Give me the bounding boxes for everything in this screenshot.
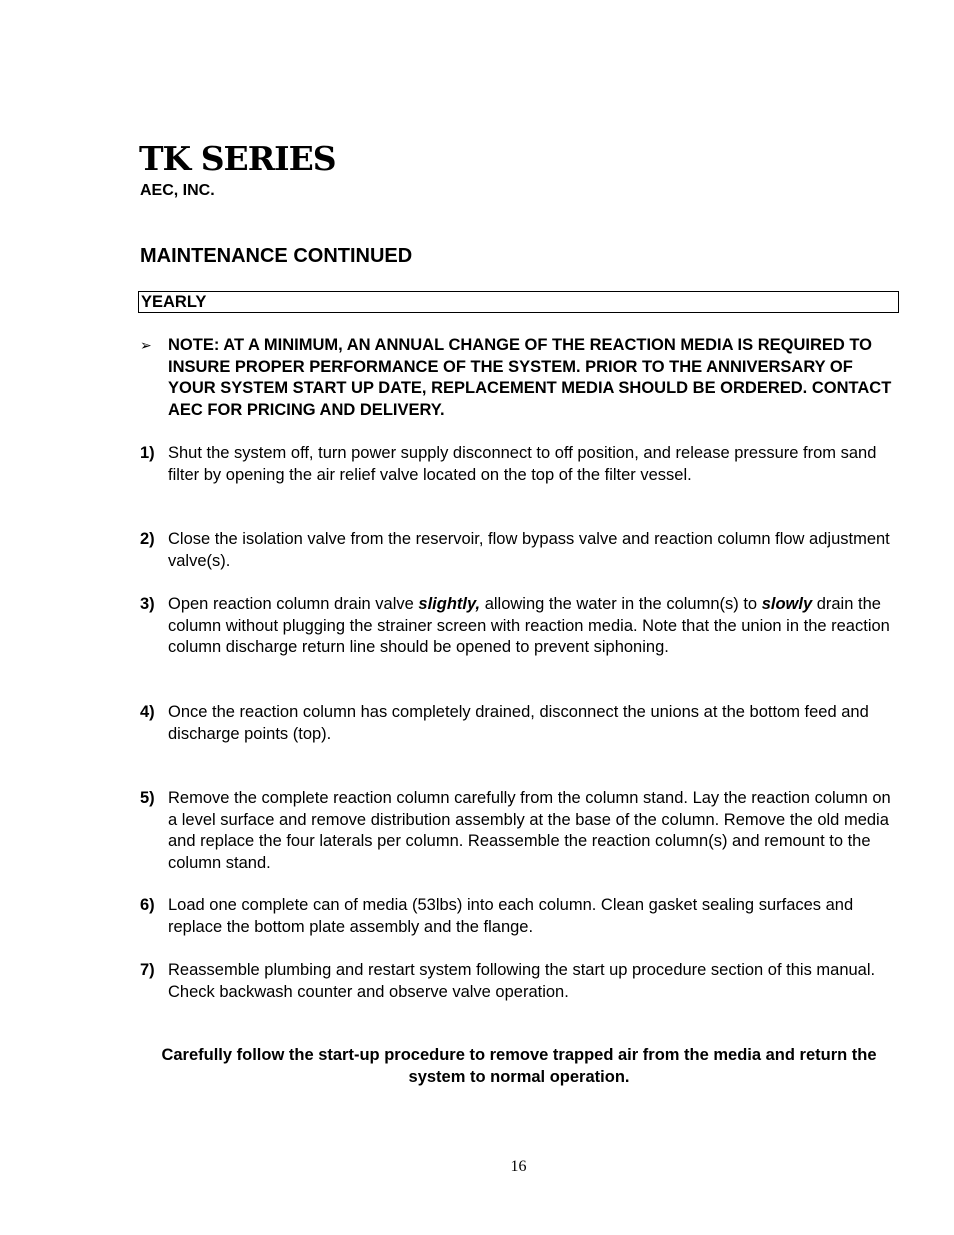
- step-text: [168, 594, 900, 659]
- step-number: 2): [140, 530, 155, 548]
- step-number: 1): [140, 444, 155, 462]
- step-number: 6): [140, 896, 155, 914]
- step-text: Remove the complete reaction column carefully from the column stand. Lay the reaction column on a level surface and remove distribution assembly at the base of the column. Remove the old media and replace the four laterals per column. Reassemble the reaction column(s) and remount to the column stand.: [168, 789, 891, 872]
- step-number: 4): [140, 703, 155, 721]
- yearly-heading-box: YEARLY: [138, 291, 899, 313]
- step-text: Load one complete can of media (53lbs) into each column. Clean gasket sealing surfaces and replace the bottom plate assembly and the flange.: [168, 896, 854, 936]
- step-text-part: allowing the water in the column(s) to: [480, 595, 762, 613]
- document-title: TK SERIES: [139, 139, 336, 178]
- step-text-part: Open reaction column drain valve: [168, 595, 419, 613]
- step-text-part: drain the column without plugging the strainer screen with reaction media. Note that the union in the reaction column discharge return line should be opened to prevent siphoning.: [168, 595, 890, 657]
- step-number: 7): [140, 961, 155, 979]
- note-text: NOTE: AT A MINIMUM, AN ANNUAL CHANGE OF THE REACTION MEDIA IS REQUIRED TO INSURE PROPER PERFORMANCE OF THE SYSTEM. PRIOR TO THE ANNIVERSARY OF YOUR SYSTEM START UP DATE, REPLACEMENT MEDIA SHOULD BE ORDERED. CONTACT AEC FOR PRICING AND DELIVERY.: [168, 336, 892, 419]
- step-number: 3): [140, 595, 155, 613]
- page-number: 16: [510, 1158, 527, 1175]
- step-text: Once the reaction column has completely drained, disconnect the unions at the bottom feed and discharge points (top).: [168, 703, 869, 743]
- step-text: Reassemble plumbing and restart system following the start up procedure section of this manual. Check backwash counter and observe valve operation.: [168, 961, 876, 1001]
- closing-instruction: Carefully follow the start-up procedure to remove trapped air from the media and return the system to normal operation.: [161, 1046, 877, 1086]
- step-number: 5): [140, 789, 155, 807]
- arrow-bullet-icon: ➢: [140, 337, 152, 353]
- step-text: Close the isolation valve from the reservoir, flow bypass valve and reaction column flow adjustment valve(s).: [168, 530, 890, 570]
- step-text: Shut the system off, turn power supply disconnect to off position, and release pressure from sand filter by opening the air relief valve located on the top of the filter vessel.: [168, 444, 877, 484]
- emphasis-slowly: slowly: [761, 595, 813, 613]
- emphasis-slightly: slightly,: [418, 595, 481, 613]
- company-name: AEC, INC.: [140, 182, 215, 199]
- section-title: MAINTENANCE CONTINUED: [140, 245, 413, 267]
